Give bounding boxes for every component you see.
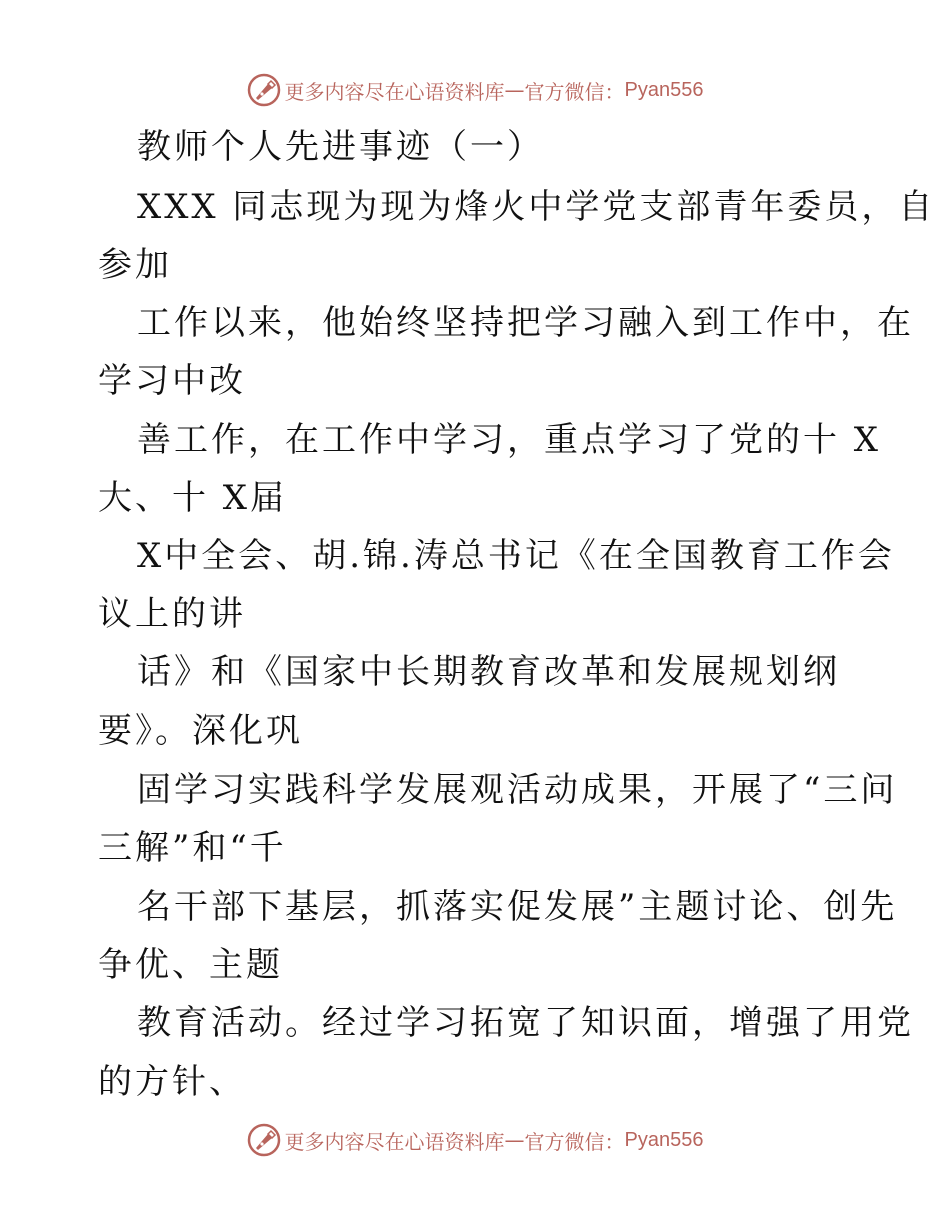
watermark-separator: — [504, 78, 525, 102]
paragraph-line: 工作以来，他始终坚持把学习融入到工作中，在 [137, 303, 914, 343]
document-title: 教师个人先进事迹（一） [137, 127, 544, 167]
paragraph-line: 教育活动。经过学习拓宽了知识面，增强了用党 [137, 1003, 914, 1043]
watermark-brand-text: 更多内容尽在心语资料库 [284, 79, 505, 104]
paragraph-line: 固学习实践科学发展观活动成果，开展了“三问 [137, 770, 898, 810]
paragraph-line: 的方针、 [98, 1062, 246, 1102]
paragraph-line: 议上的讲 [98, 594, 246, 634]
paragraph-line: XXX 同志现为现为烽火中学党支部青年委员，自 [137, 187, 936, 227]
paragraph-line: 争优、主题 [98, 945, 283, 985]
paragraph-line: 善工作，在工作中学习，重点学习了党的十 X [137, 420, 882, 460]
watermark-wechat-label: 官方微信： [524, 1129, 625, 1154]
pen-nib-logo-icon [247, 1123, 281, 1157]
watermark-wechat-label: 官方微信： [524, 79, 625, 104]
paragraph-line: 话》和《国家中长期教育改革和发展规划纲 [137, 652, 840, 692]
watermark-brand-text: 更多内容尽在心语资料库 [284, 1129, 505, 1154]
paragraph-line: 学习中改 [98, 361, 246, 401]
pen-nib-logo-icon [247, 73, 281, 107]
paragraph-line: 要》。深化巩 [98, 711, 303, 751]
paragraph-line: 参加 [98, 245, 172, 285]
watermark-separator: — [504, 1128, 525, 1152]
watermark-wechat-id: Pyan556 [624, 78, 704, 101]
paragraph-line: 三解”和“千 [98, 828, 287, 868]
paragraph-line: 大、十 X届 [98, 478, 288, 518]
footer-watermark [0, 1120, 950, 1160]
header-watermark [0, 70, 950, 110]
paragraph-line: X中全会、胡.锦.涛总书记《在全国教育工作会 [137, 536, 895, 576]
watermark-wechat-id: Pyan556 [624, 1128, 704, 1151]
paragraph-line: 名干部下基层，抓落实促发展”主题讨论、创先 [137, 887, 898, 927]
